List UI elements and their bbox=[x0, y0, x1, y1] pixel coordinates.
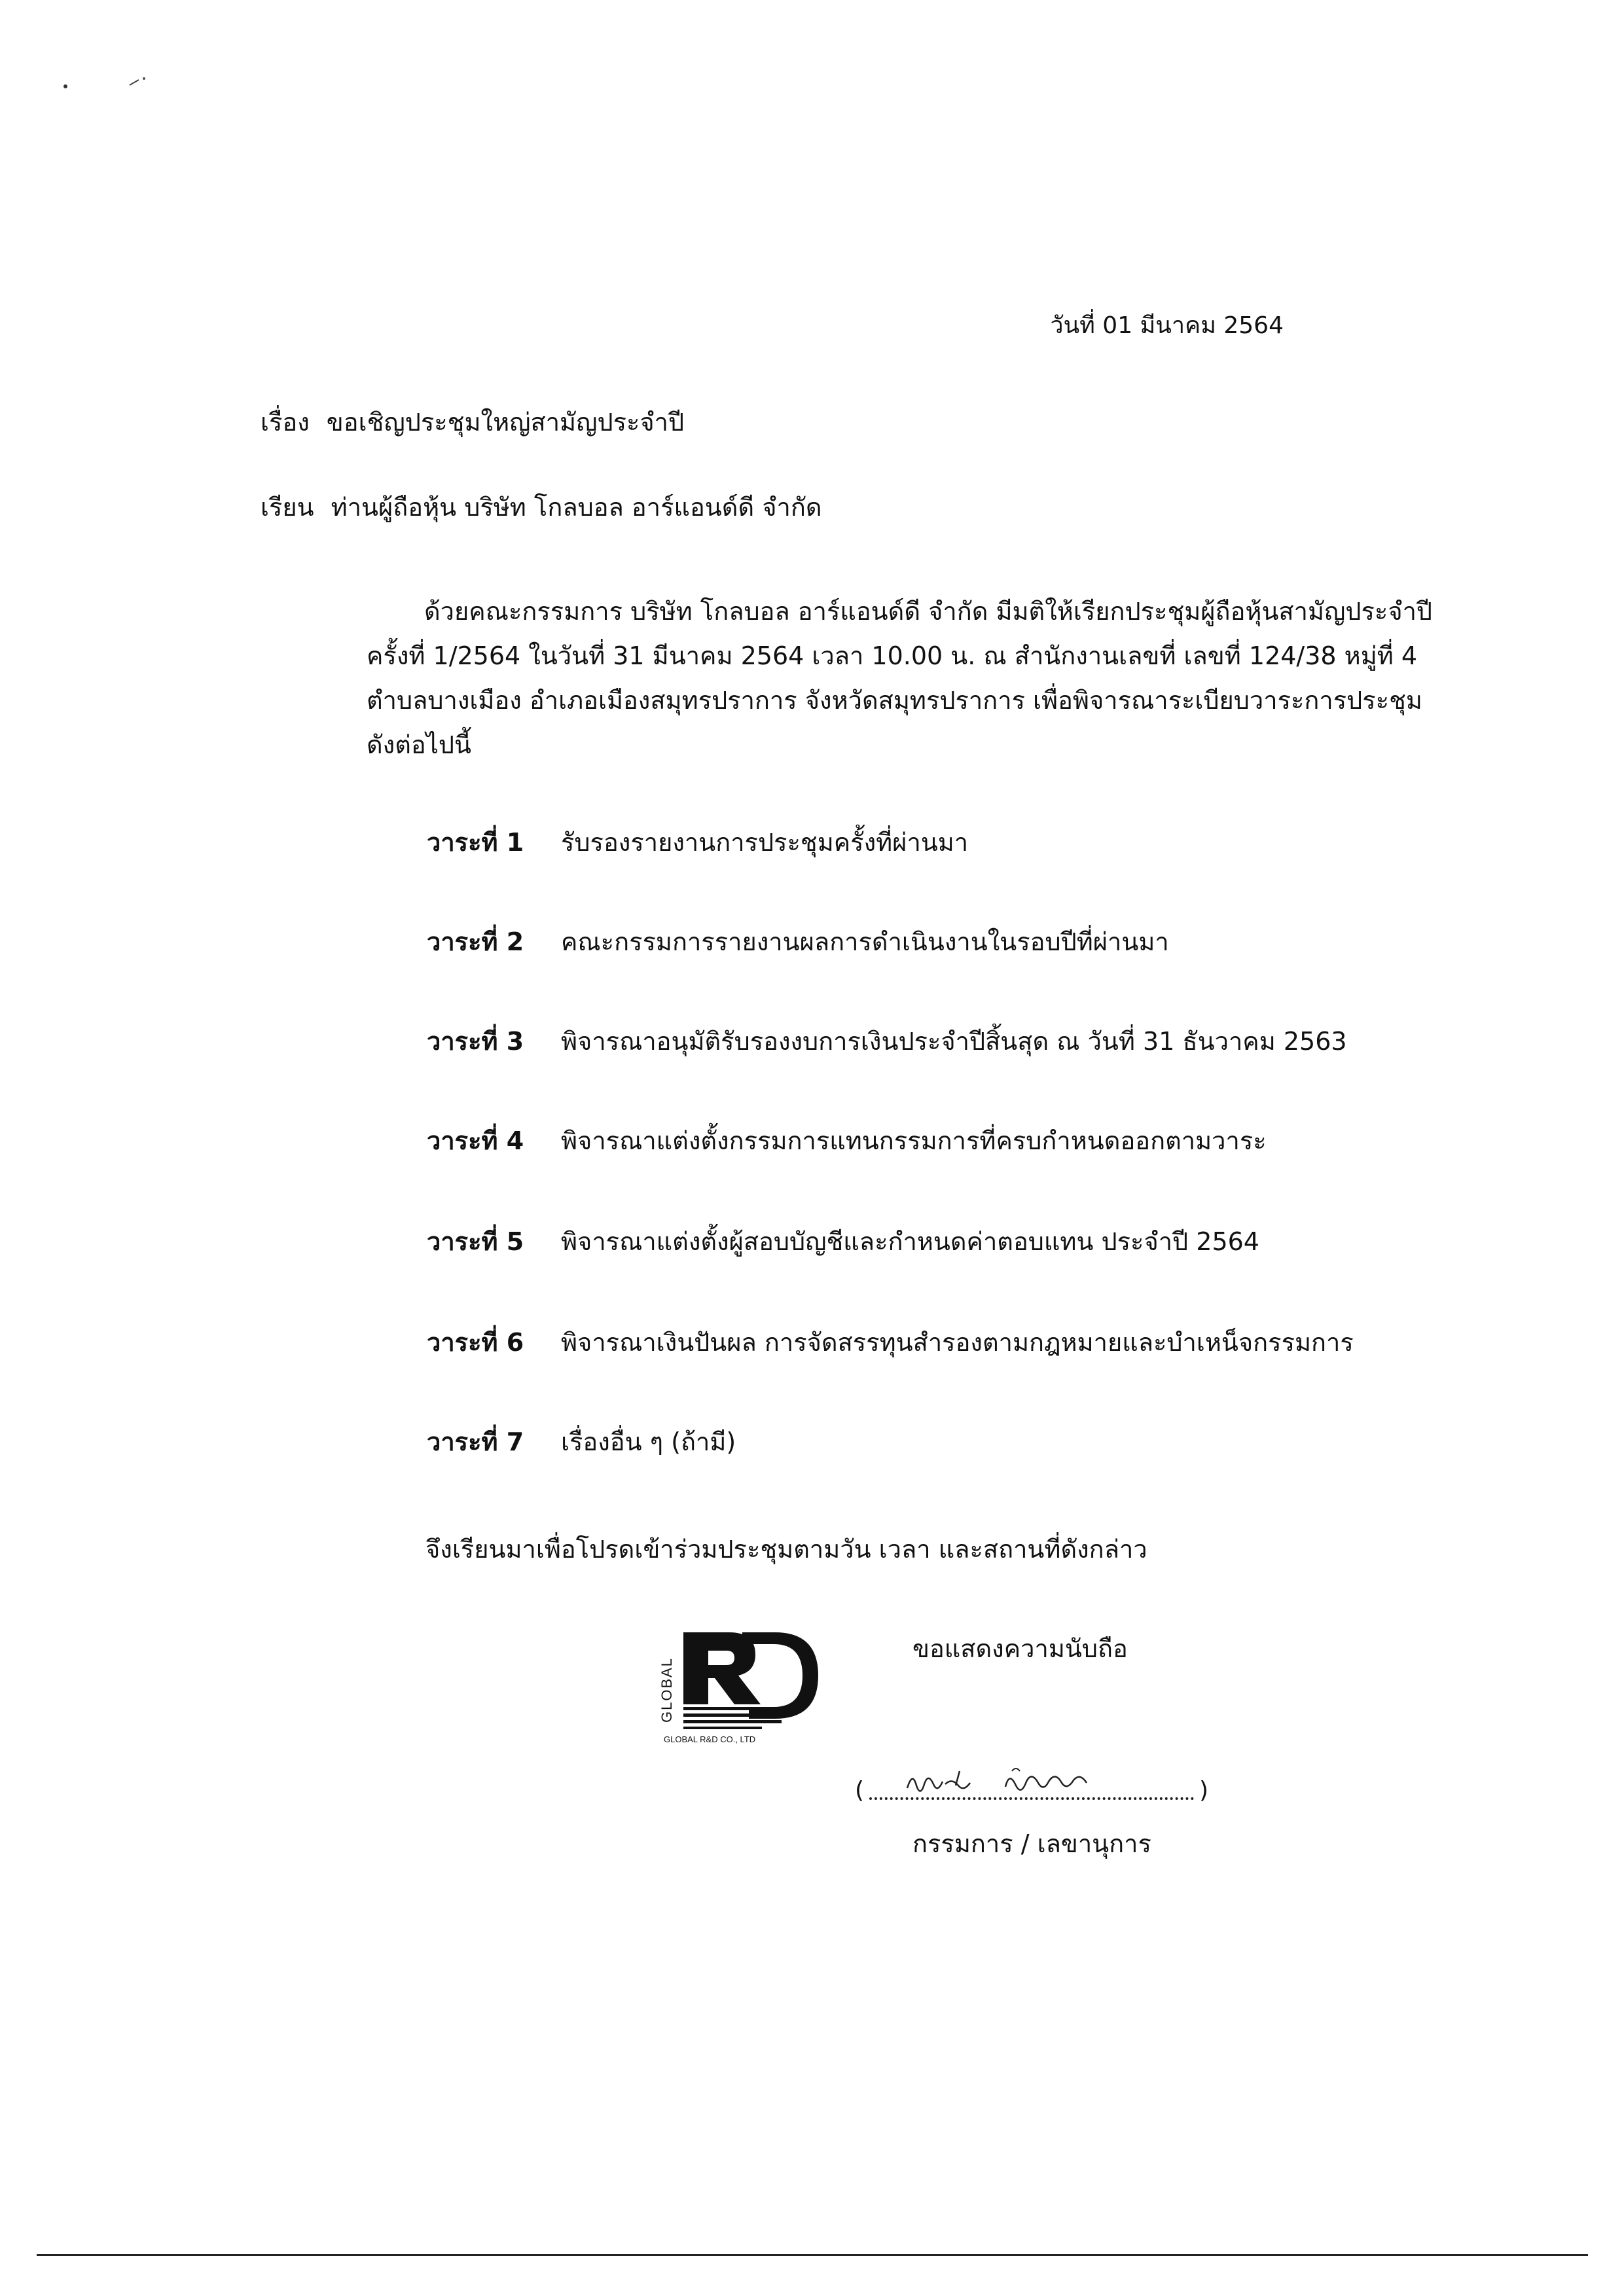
agenda-item-4 bbox=[427, 1121, 1267, 1160]
agenda-text: เรื่องอื่น ๆ (ถ้ามี) bbox=[561, 1427, 736, 1456]
agenda-text: รับรองรายงานการประชุมครั้งที่ผ่านมา bbox=[561, 828, 969, 857]
agenda-number: วาระที่ 4 bbox=[427, 1126, 524, 1155]
company-logo bbox=[661, 1624, 825, 1746]
agenda-item-3 bbox=[427, 1021, 1347, 1061]
agenda-item-2 bbox=[427, 922, 1169, 961]
regards-text: ขอแสดงความนับถือ bbox=[912, 1634, 1128, 1663]
agenda-item-1 bbox=[427, 822, 968, 862]
close-paren: ) bbox=[1199, 1777, 1208, 1804]
agenda-text: พิจารณาเงินปันผล การจัดสรรทุนสำรองตามกฎหมายและบำเหน็จกรรมการ bbox=[561, 1328, 1354, 1357]
agenda-number: วาระที่ 6 bbox=[427, 1328, 524, 1357]
body-line: ตำบลบางเมือง อำเภอเมืองสมุทรปราการ จังหวัดสมุทรปราการ เพื่อพิจารณาระเบียบวาระการประชุม bbox=[367, 686, 1422, 715]
recipient-line bbox=[261, 487, 822, 527]
agenda-number: วาระที่ 2 bbox=[427, 927, 524, 956]
agenda-number: วาระที่ 3 bbox=[427, 1027, 524, 1056]
body-line: ครั้งที่ 1/2564 ในวันที่ 31 มีนาคม 2564 เวลา 10.00 น. ณ สำนักงานเลขที่ เลขที่ 124/38 หมู่ที่ 4 bbox=[367, 641, 1418, 670]
agenda-item-6 bbox=[427, 1322, 1354, 1362]
body-line: ดังต่อไปนี้ bbox=[367, 730, 471, 759]
agenda-text: พิจารณาอนุมัติรับรองงบการเงินประจำปีสิ้นสุด ณ วันที่ 31 ธันวาคม 2563 bbox=[561, 1027, 1347, 1056]
subject-text: ขอเชิญประชุมใหญ่สามัญประจำปี bbox=[326, 408, 685, 437]
signer-title: กรรมการ / เลขานุการ bbox=[912, 1829, 1151, 1858]
recipient-text: ท่านผู้ถือหุ้น บริษัท โกลบอล อาร์แอนด์ดี จำกัด bbox=[331, 493, 822, 522]
agenda-item-7 bbox=[427, 1422, 736, 1462]
handwritten-signature bbox=[881, 1758, 1182, 1797]
scan-specks bbox=[52, 65, 157, 105]
svg-text:GLOBAL R&D CO., LTD: GLOBAL R&D CO., LTD bbox=[664, 1734, 756, 1744]
signature-dotted-line bbox=[869, 1797, 1194, 1800]
agenda-item-5 bbox=[427, 1221, 1259, 1261]
svg-text:GLOBAL: GLOBAL bbox=[659, 1657, 675, 1723]
agenda-text: พิจารณาแต่งตั้งกรรมการแทนกรรมการที่ครบกำหนดออกตามวาระ bbox=[561, 1126, 1267, 1155]
agenda-number: วาระที่ 7 bbox=[427, 1427, 524, 1456]
body-paragraph bbox=[367, 589, 1506, 767]
recipient-label: เรียน bbox=[261, 493, 314, 522]
agenda-text: คณะกรรมการรายงานผลการดำเนินงานในรอบปีที่ผ่านมา bbox=[561, 927, 1169, 956]
agenda-text: พิจารณาแต่งตั้งผู้สอบบัญชีและกำหนดค่าตอบแทน ประจำปี 2564 bbox=[561, 1227, 1259, 1256]
closing-sentence: จึงเรียนมาเพื่อโปรดเข้าร่วมประชุมตามวัน เวลา และสถานที่ดังกล่าว bbox=[425, 1535, 1147, 1564]
footer-divider bbox=[37, 2254, 1588, 2256]
agenda-number: วาระที่ 5 bbox=[427, 1227, 524, 1256]
body-line: ด้วยคณะกรรมการ บริษัท โกลบอล อาร์แอนด์ดี จำกัด มีมติให้เรียกประชุมผู้ถือหุ้นสามัญประจำปี bbox=[424, 597, 1433, 626]
open-paren: ( bbox=[855, 1777, 865, 1804]
subject-line bbox=[261, 402, 684, 442]
agenda-number: วาระที่ 1 bbox=[427, 828, 524, 857]
letter-date: วันที่ 01 มีนาคม 2564 bbox=[1050, 312, 1284, 339]
subject-label: เรื่อง bbox=[261, 408, 310, 437]
signature-block bbox=[855, 1767, 1208, 1806]
